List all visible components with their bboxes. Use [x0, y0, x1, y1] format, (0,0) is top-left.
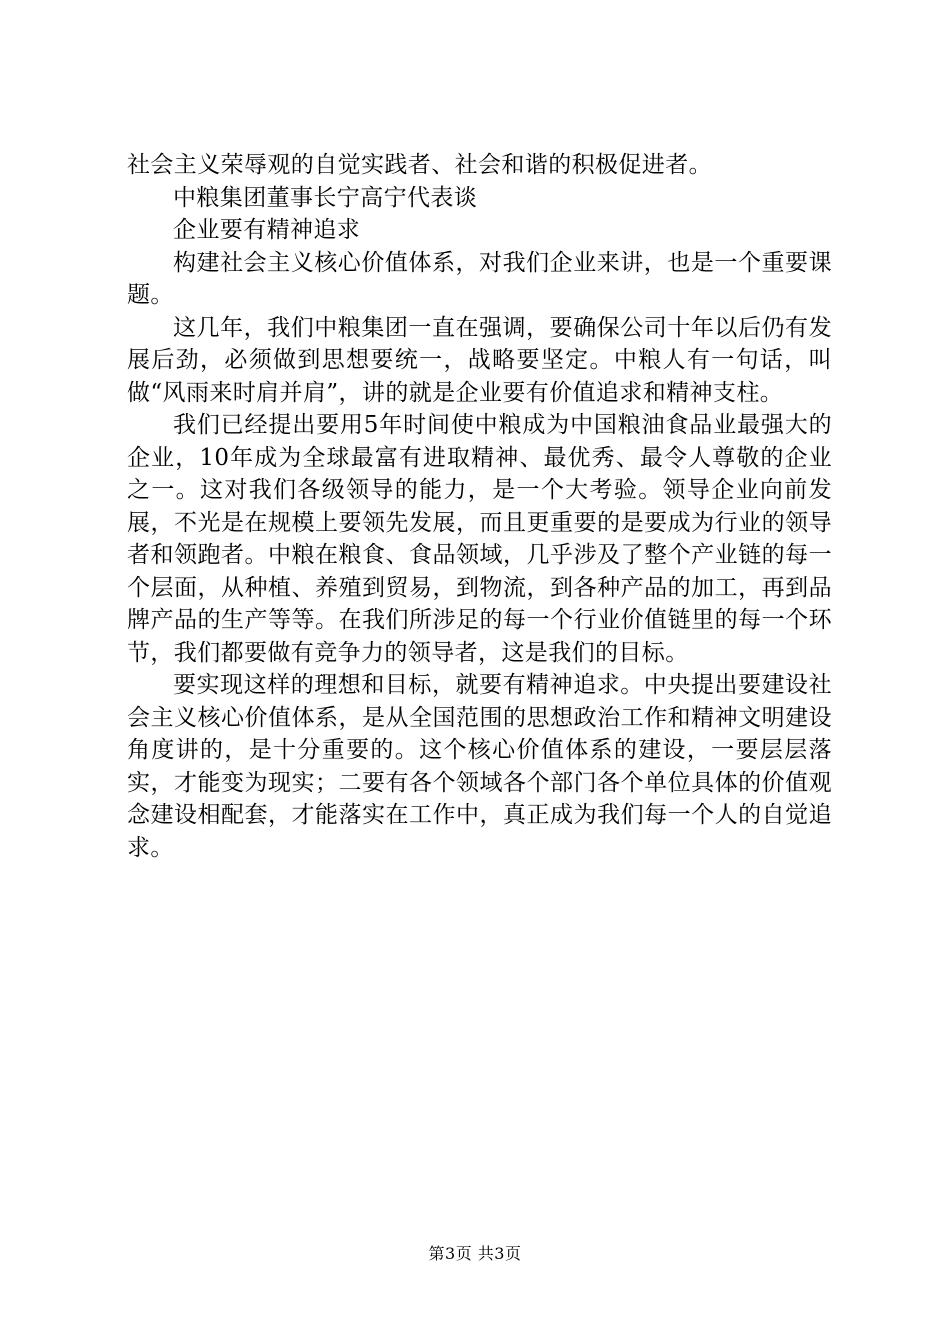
paragraph-7: 要实现这样的理想和目标，就要有精神追求。中央提出要建设社会主义核心价值体系，是从全国范围的思想政治工作和精神文明建设角度讲的，是十分重要的。这个核心价值体系的建设，一要层层落实，才能变为现实；二要有各个领域各个部门各个单位具体的价值观念建设相配套，才能落实在工作中，真正成为我们每一个人的自觉追求。: [127, 672, 832, 861]
paragraph-3: 企业要有精神追求: [173, 217, 361, 243]
page-footer: 第3页 共3页: [428, 1244, 522, 1263]
paragraph-5: 这几年，我们中粮集团一直在强调，要确保公司十年以后仍有发展后劲，必须做到思想要统一，战略要坚定。中粮人有一句话，叫做“风雨来时肩并肩”，讲的就是企业要有价值追求和精神支柱。: [127, 314, 832, 406]
paragraph-6: 我们已经提出要用5年时间使中粮成为中国粮油食品业最强大的企业，10年成为全球最富有进取精神、最优秀、最令人尊敬的企业之一。这对我们各级领导的能力，是一个大考验。领导企业向前发展，不光是在规模上要领先发展，而且更重要的是要成为行业的领导者和领跑者。中粮在粮食、食品领域，几乎涉及了整个产业链的每一个层面，从种植、养殖到贸易，到物流，到各种产品的加工，再到品牌产品的生产等等。在我们所涉足的每一个行业价值链里的每一个环节，我们都要做有竞争力的领导者，这是我们的目标。: [127, 412, 832, 666]
paragraph-1: 社会主义荣辱观的自觉实践者、社会和谐的积极促进者。: [127, 152, 712, 178]
document-body: [127, 149, 832, 864]
paragraph-4: 构建社会主义核心价值体系，对我们企业来讲，也是一个重要课题。: [127, 249, 832, 308]
paragraph-2: 中粮集团董事长宁高宁代表谈: [173, 184, 478, 211]
